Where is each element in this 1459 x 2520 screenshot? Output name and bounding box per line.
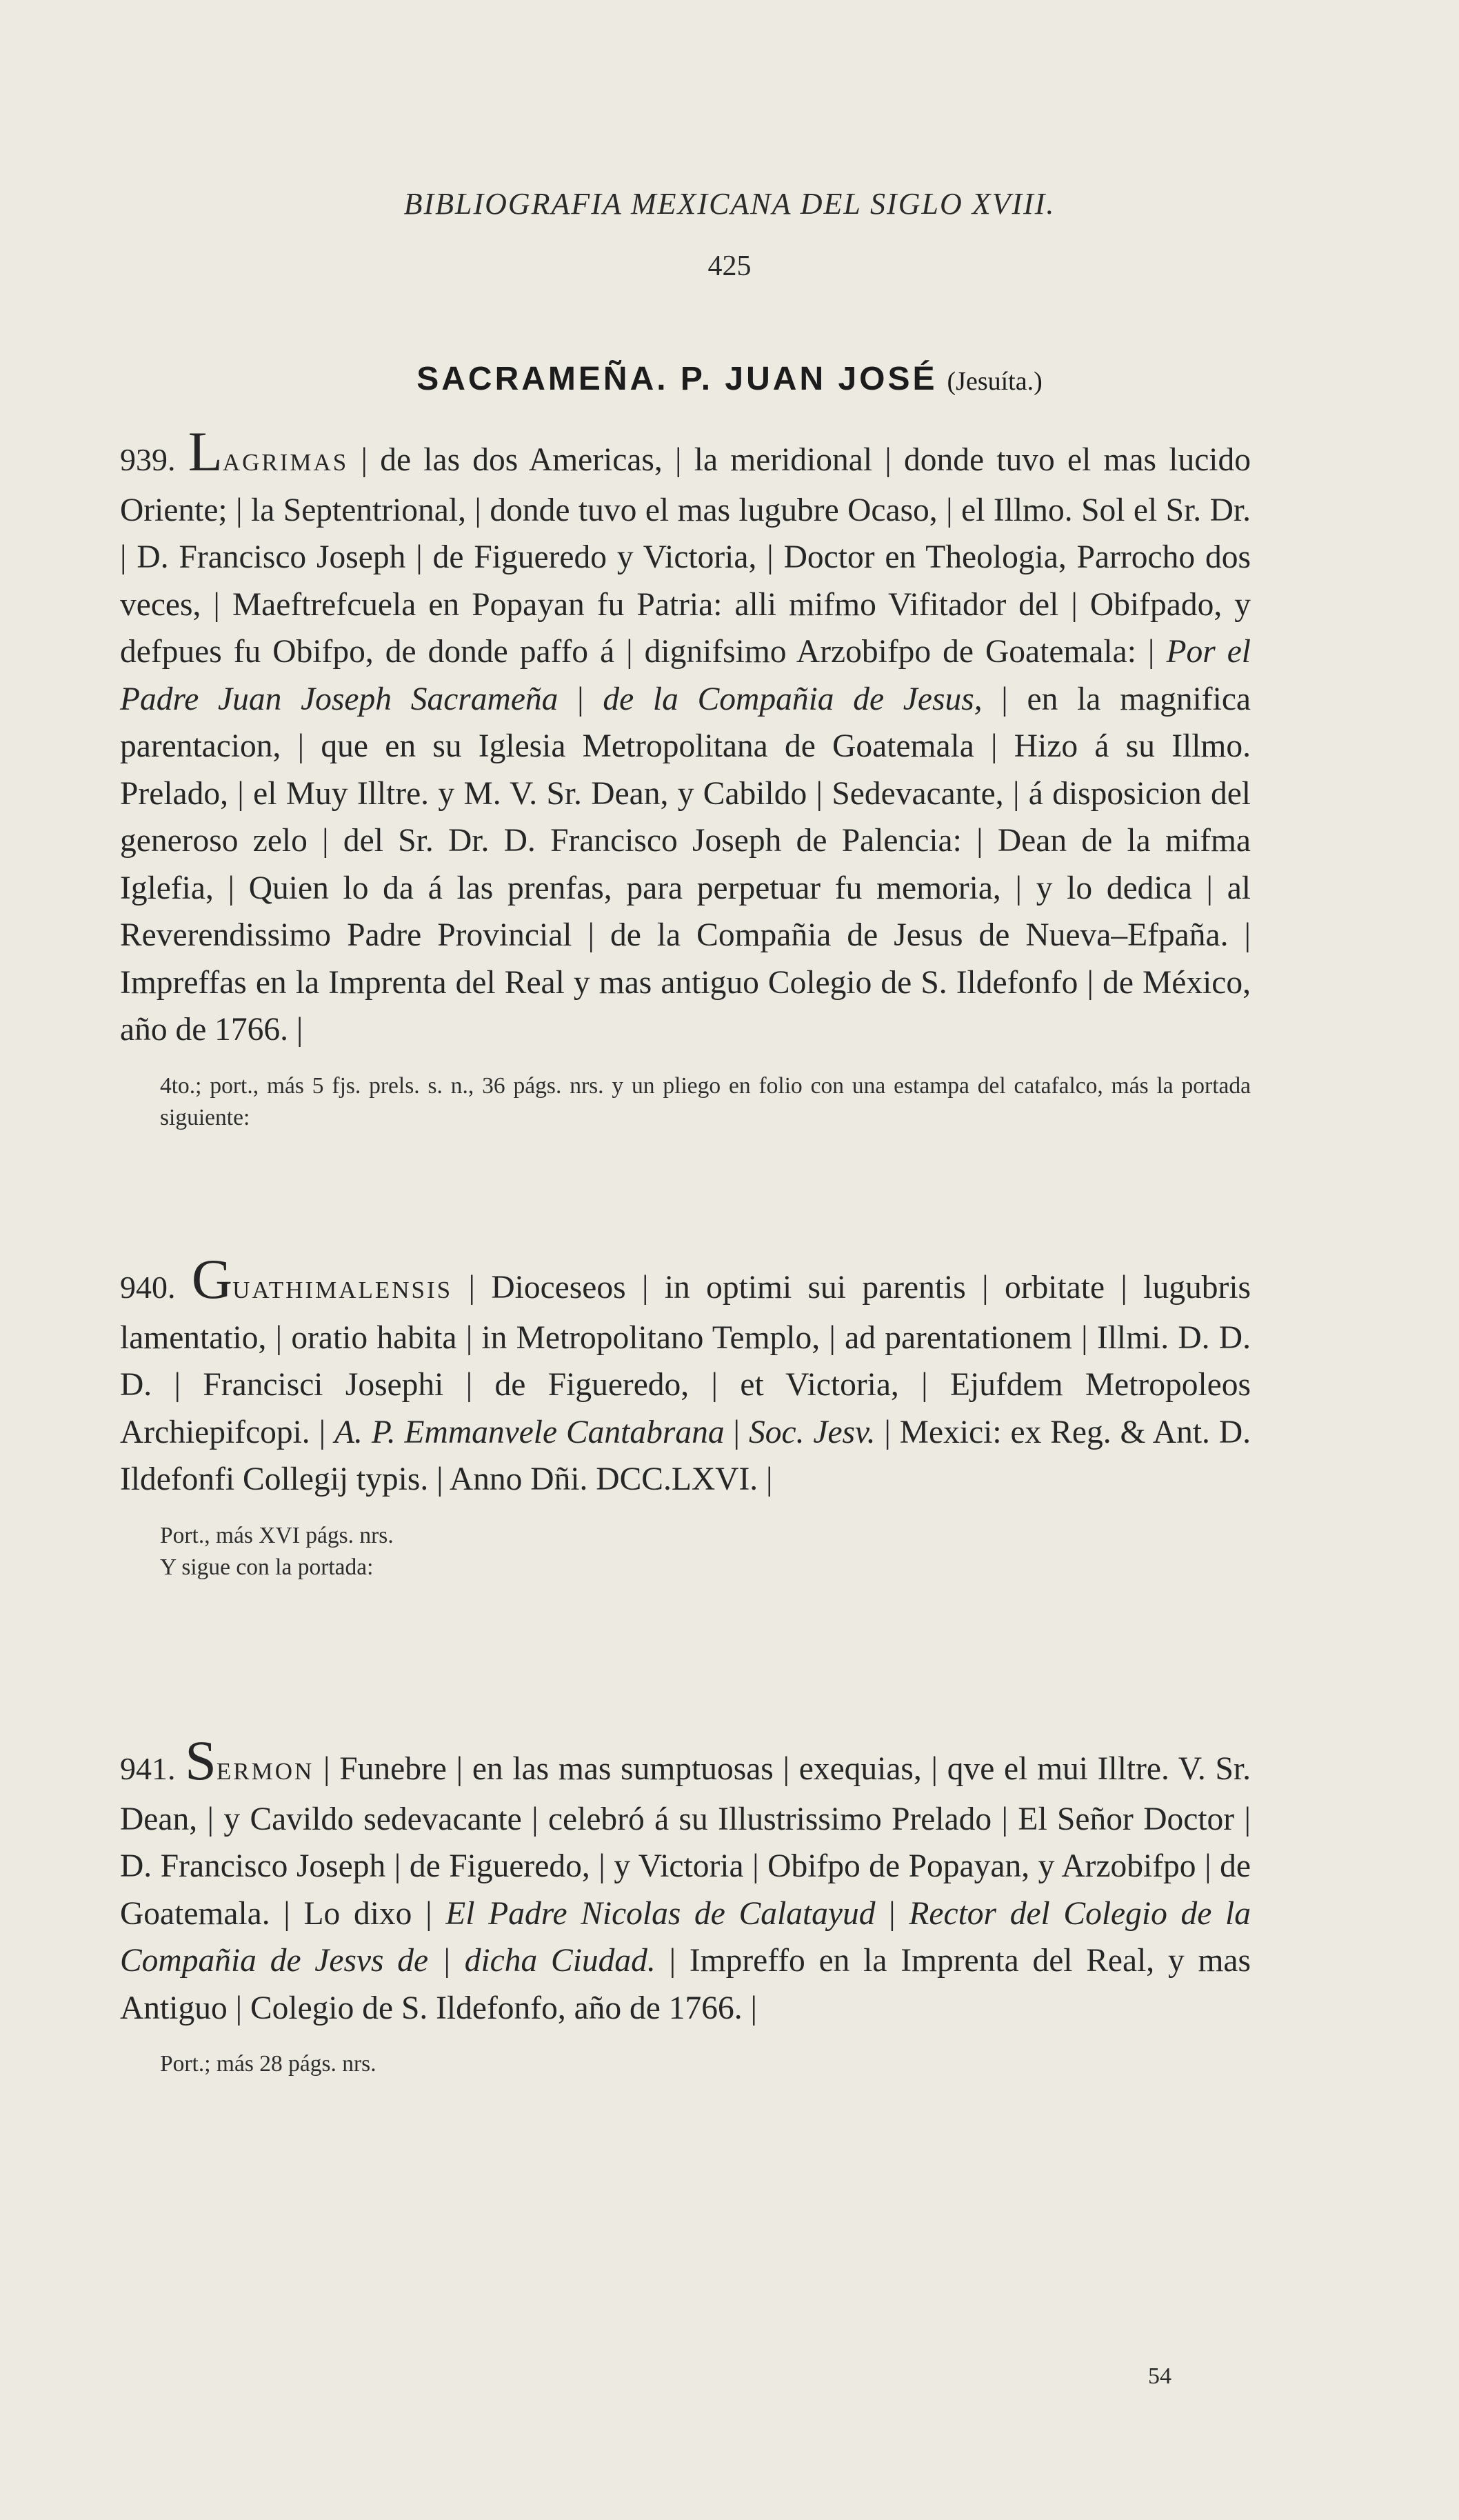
entry-number: 940. [120,1270,176,1305]
bibliography-entry-939 [120,420,1251,1134]
bibliography-entry-940 [120,1248,1251,1583]
entry-note [120,2048,1251,2080]
entry-body [120,420,1251,1054]
signature-folio: 54 [1148,2363,1171,2389]
entry-number: 939. [120,442,176,477]
entry-author-italic: El Padre Nicolas de Calatayud [445,1895,876,1932]
entry-note [120,1070,1251,1134]
entry-text: | Impreffo en la Imprenta del Real, y mas Antiguo | Colegio de S. Ildefonfo, año de 1766. | [120,1943,1251,2026]
entry-body [120,1729,1251,2032]
page-number: 425 [707,250,752,282]
entry-text: | de las dos Americas, | la meridional | donde tuvo el mas lucido Oriente; | la Septentrional, | donde tuvo el mas lugubre Ocaso, | el Illmo. Sol el Sr. Dr. | D. Francisco Joseph | de Figueredo y Victoria, | Doctor en Theologia, Parrocho dos veces, | Maeftrefcuela en Popayan fu Patria: alli mifmo Vifitador del | Obifpado, y defpues fu Obifpo, de donde paffo á | dignifsimo Arzobifpo de Goatemala: | [120,442,1251,670]
entry-first-word: AGRIMAS [222,449,349,476]
author-heading [0,360,1459,398]
note-line: Y sigue con la portada: [160,1554,374,1580]
entry-author-italic: A. P. Emmanvele Cantabrana [334,1414,725,1450]
entry-text: | Funebre | en las mas sumptuosas | exequias, | qve el mui Illtre. V. Sr. Dean, | y Cavildo sedevacante | celebró á su Illustrissimo Prelado | El Señor Doctor | D. Francisco Joseph | de Figueredo, | y Victoria | Obifpo de Popayan, y Arzobifpo | de Goatemala. | Lo dixo | [120,1751,1251,1932]
entry-text: | Mexici: ex Reg. & Ant. D. Ildefonfi Collegij typis. | Anno Dñi. DCC.LXVI. | [120,1414,1251,1497]
entry-text: | Dioceseos | in optimi sui parentis | orbitate | lugubris lamentatio, | oratio habita | in Metropolitano Templo, | ad parentationem | Illmi. D. D. D. | Francisci Josephi | de Figueredo, | et Victoria, | Ejufdem Metropoleos Archiepifcopi. | [120,1270,1251,1450]
bibliography-entry-941 [120,1729,1251,2080]
entry-text: | [558,681,603,717]
entry-body [120,1248,1251,1503]
entry-first-word: ERMON [216,1758,314,1785]
note-line: Port.; más 28 págs. nrs. [160,2051,376,2077]
entry-order-italic: Soc. Jesv. [748,1414,876,1450]
entry-first-word: UATHIMALENSIS [232,1277,453,1303]
entry-note [120,1520,1251,1583]
entry-order-italic: de la Compañia de Jesus, [603,681,983,717]
entry-text: | en la magnifica parentacion, | que en su Iglesia Metropolitana de Goatemala | Hizo á su Illmo. Prelado, | el Muy Illtre. y M. V. Sr. Dean, y Cabildo | Sedevacante, | á disposicion del generoso zelo | del Sr. Dr. D. Francisco Joseph de Palencia: | Dean de la mifma Iglefia, | Quien lo da á las prenfas, para perpetuar fu memoria, | y lo dedica | al Reverendissimo Padre Provincial | de la Compañia de Jesus de Nueva–Efpaña. | Impreffas en la Imprenta del Real y mas antiguo Colegio de S. Ildefonfo | de México, año de 1766. | [120,681,1251,1048]
entry-initial: G [191,1248,233,1310]
note-line: Port., más XVI págs. nrs. [160,1522,394,1548]
author-name: SACRAMEÑA. P. JUAN JOSÉ [416,361,938,397]
entry-text: | [724,1414,749,1450]
entry-order-italic: Rector del Colegio de la Compañia de Jesvs de | dicha Ciudad. [120,1895,1251,1979]
author-order: (Jesuíta.) [947,367,1043,396]
entry-text: | [875,1895,909,1932]
entry-initial: L [188,420,223,483]
note-line: 4to.; port., más 5 fjs. prels. s. n., 36 págs. nrs. y un pliego en folio con una estampa del catafalco, más la portada siguiente: [160,1072,1251,1130]
entry-initial: S [185,1729,217,1792]
entry-author-italic: Por el Padre Juan Joseph Sacrameña [120,634,1251,717]
entry-number: 941. [120,1751,176,1786]
running-title: BIBLIOGRAFIA MEXICANA DEL SIGLO XVIII. [403,187,1056,221]
